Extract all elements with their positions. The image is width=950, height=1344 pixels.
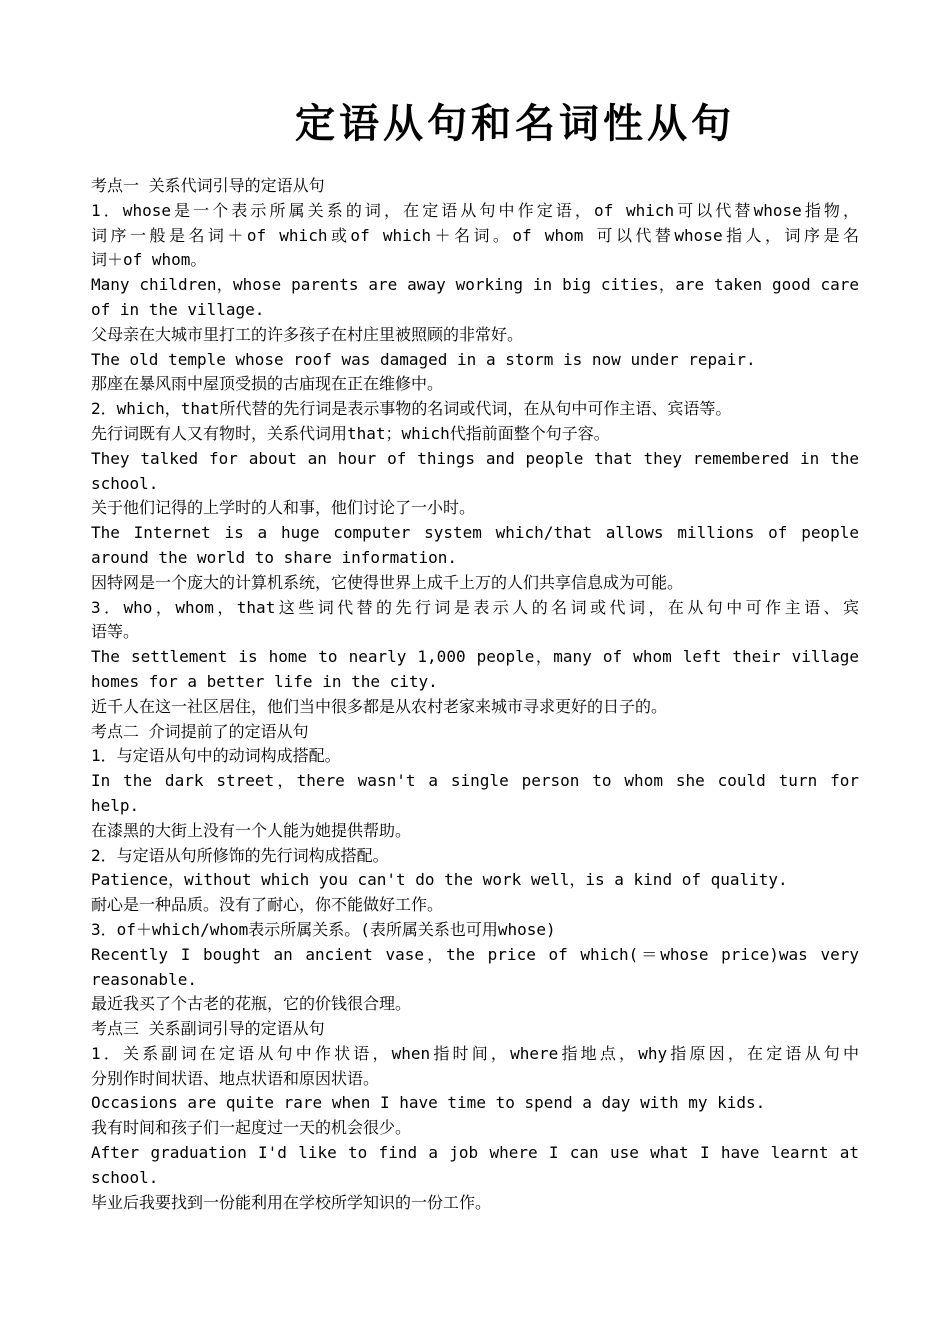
text-line: The settlement is home to nearly 1,000 people，many of whom left their village bbox=[91, 647, 859, 667]
text-line: 耐心是一种品质。没有了耐心，你不能做好工作。 bbox=[91, 895, 444, 915]
text-line: 3．of＋which/whom表示所属关系。(表所属关系也可用whose) bbox=[91, 919, 556, 939]
text-line: homes for a better life in the city. bbox=[91, 671, 438, 691]
text-line: of in the village. bbox=[91, 299, 265, 319]
text-line: 词＋of whom。 bbox=[91, 250, 207, 270]
text-line: Many children，whose parents are away working in big cities，are taken good care bbox=[91, 275, 859, 295]
text-line: The Internet is a huge computer system which/that allows millions of people bbox=[91, 523, 859, 543]
text-line: school. bbox=[91, 1167, 159, 1187]
text-line: reasonable. bbox=[91, 969, 197, 989]
text-line: 2．which，that所代替的先行词是表示事物的名词或代词，在从句中可作主语、宾语等。 bbox=[91, 399, 732, 419]
text-line: 那座在暴风雨中屋顶受损的古庙现在正在维修中。 bbox=[91, 374, 444, 394]
document-body bbox=[91, 174, 859, 1215]
text-line: 先行词既有人又有物时，关系代词用that；which代指前面整个句子容。 bbox=[91, 423, 610, 443]
text-line: 分别作时间状语、地点状语和原因状语。 bbox=[91, 1068, 380, 1088]
text-line: 1．whose是一个表示所属关系的词，在定语从句中作定语，of which可以代替whose指物， bbox=[91, 200, 859, 220]
text-line: Patience，without which you can't do the work well，is a kind of quality. bbox=[91, 870, 788, 890]
text-line: 在漆黑的大街上没有一个人能为她提供帮助。 bbox=[91, 820, 412, 840]
text-line: After graduation I'd like to find a job where I can use what I have learnt at bbox=[91, 1143, 859, 1163]
text-line: 3．who，whom，that这些词代替的先行词是表示人的名词或代词，在从句中可作主语、宾 bbox=[91, 597, 859, 617]
text-line: 我有时间和孩子们一起度过一天的机会很少。 bbox=[91, 1118, 412, 1138]
text-line: In the dark street，there wasn't a single person to whom she could turn for bbox=[91, 771, 859, 791]
text-line: 近千人在这一社区居住，他们当中很多都是从农村老家来城市寻求更好的日子的。 bbox=[91, 696, 668, 716]
text-line: Recently I bought an ancient vase，the price of which(＝whose price)was very bbox=[91, 944, 859, 964]
text-line: 2．与定语从句所修饰的先行词构成搭配。 bbox=[91, 845, 389, 865]
text-line: 词序一般是名词＋of which或of which＋名词。of whom 可以代替whose指人，词序是名 bbox=[91, 225, 859, 245]
text-line: 考点二 介词提前了的定语从句 bbox=[91, 721, 309, 741]
text-line: Occasions are quite rare when I have time to spend a day with my kids. bbox=[91, 1093, 766, 1113]
text-line: 关于他们记得的上学时的人和事，他们讨论了一小时。 bbox=[91, 498, 476, 518]
text-line: 语等。 bbox=[91, 622, 140, 642]
page-title: 定语从句和名词性从句 bbox=[295, 100, 735, 147]
text-line: 因特网是一个庞大的计算机系统，它使得世界上成千上万的人们共享信息成为可能。 bbox=[91, 572, 684, 592]
text-line: 考点一 关系代词引导的定语从句 bbox=[91, 176, 325, 195]
text-line: school. bbox=[91, 473, 159, 493]
text-line: around the world to share information. bbox=[91, 547, 458, 567]
text-line: 1．与定语从句中的动词构成搭配。 bbox=[91, 746, 341, 766]
text-line: 1．关系副词在定语从句中作状语，when指时间，where指地点，why指原因，在定语从句中 bbox=[91, 1043, 859, 1063]
text-line: 考点三 关系副词引导的定语从句 bbox=[91, 1019, 325, 1039]
text-line: They talked for about an hour of things and people that they remembered in the bbox=[91, 448, 859, 468]
text-line: The old temple whose roof was damaged in a storm is now under repair. bbox=[91, 349, 756, 369]
text-line: 最近我买了个古老的花瓶，它的价钱很合理。 bbox=[91, 994, 412, 1014]
text-line: 毕业后我要找到一份能利用在学校所学知识的一份工作。 bbox=[91, 1192, 492, 1212]
text-line: 父母亲在大城市里打工的许多孩子在村庄里被照顾的非常好。 bbox=[91, 324, 524, 344]
text-line: help. bbox=[91, 795, 140, 815]
